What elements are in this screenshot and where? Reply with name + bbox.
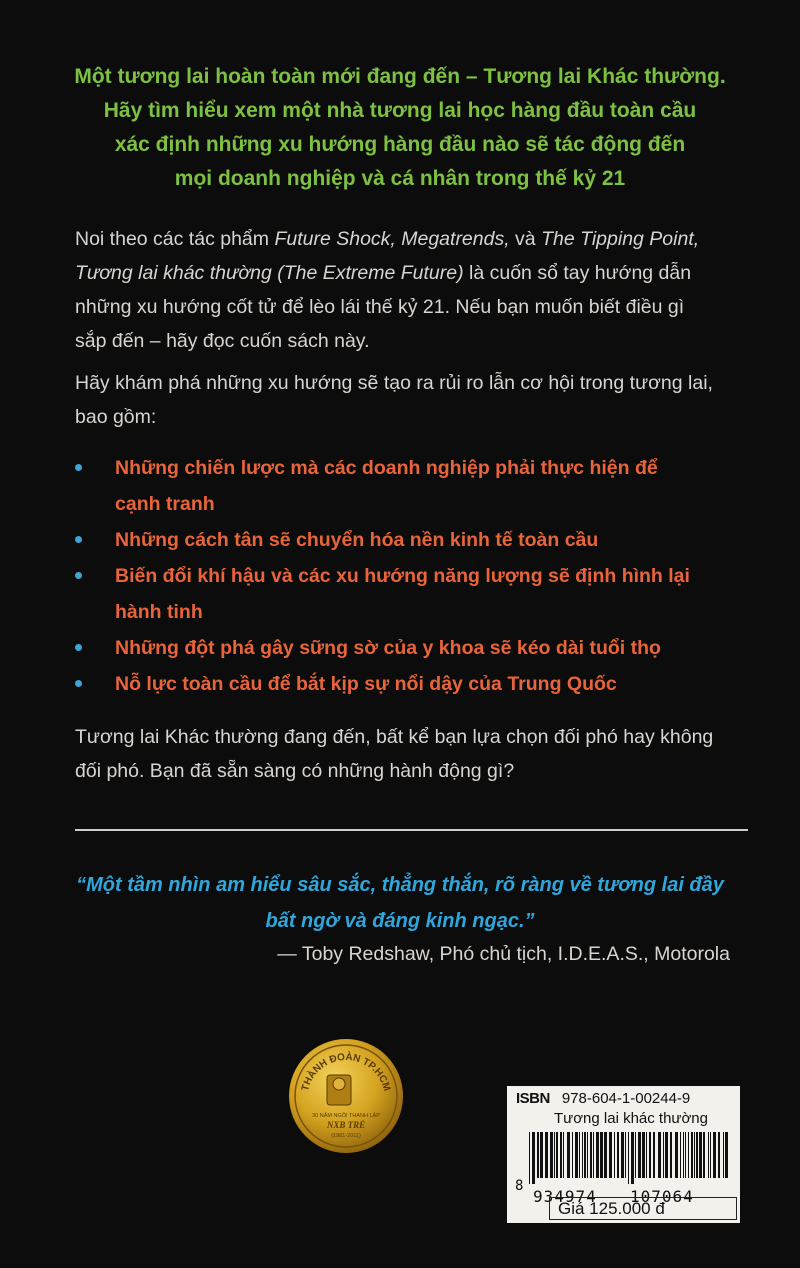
barcode-bar <box>675 1132 678 1178</box>
barcode <box>527 1132 732 1184</box>
barcode-bar <box>532 1132 535 1184</box>
list-item-text: Nỗ lực toàn cầu để bắt kịp sự nổi dậy của Trung Quốc <box>115 673 617 695</box>
headline-line: mọi doanh nghiệp và cá nhân trong thế kỷ 21 <box>174 167 626 190</box>
closing-line: Tương lai Khác thường đang đến, bất kể bạn lựa chọn đối phó hay không <box>75 726 714 748</box>
barcode-bar <box>653 1132 655 1178</box>
intro-line: những xu hướng cốt tử để lèo lái thế kỷ 21. Nếu bạn muốn biết điều gì <box>75 296 685 318</box>
barcode-bar <box>596 1132 599 1178</box>
intro-line: sắp đến – hãy đọc cuốn sách này. <box>75 330 370 352</box>
barcode-bar <box>540 1132 543 1178</box>
barcode-bar <box>567 1132 570 1178</box>
quote-line: “Một tầm nhìn am hiểu sâu sắc, thẳng thắn, rõ ràng về tương lai đầy <box>76 874 724 896</box>
isbn-line <box>516 1090 690 1107</box>
headline <box>60 60 740 196</box>
list-item-text: cạnh tranh <box>115 493 215 515</box>
isbn-barcode-label <box>507 1086 740 1223</box>
seal-inner-text: 30 NĂM NGÔI THANH LẬP <box>312 1113 380 1119</box>
barcode-bar <box>665 1132 668 1178</box>
barcode-bar <box>600 1132 603 1178</box>
closing-line: đối phó. Bạn đã sẵn sàng có những hành động gì? <box>75 760 515 782</box>
headline-line: xác định những xu hướng hàng đầu nào sẽ tác động đến <box>114 133 686 156</box>
barcode-bar <box>725 1132 728 1178</box>
bullet-dot-icon <box>75 644 82 651</box>
barcode-digit-first: 8 <box>515 1178 525 1194</box>
bullet-dot-icon <box>75 572 82 579</box>
list-item <box>75 522 755 558</box>
barcode-bar <box>572 1132 573 1178</box>
barcode-bar <box>696 1132 698 1178</box>
intro-text: là cuốn sổ tay hướng dẫn <box>463 262 692 284</box>
list-item-text: hành tinh <box>115 601 203 623</box>
barcode-bar <box>718 1132 720 1178</box>
barcode-bar <box>614 1132 615 1178</box>
book-title-italic: Future Shock, Megatrends, <box>274 228 510 250</box>
bullet-dot-icon <box>75 464 82 471</box>
testimonial-quote <box>60 867 740 939</box>
barcode-digits-left: 934974 <box>533 1187 597 1206</box>
list-item-text: Biến đổi khí hậu và các xu hướng năng lượng sẽ định hình lại <box>115 565 690 587</box>
closing-paragraph <box>75 720 755 788</box>
barcode-bar <box>694 1132 695 1178</box>
trend-bullet-list <box>75 450 755 702</box>
barcode-bar <box>550 1132 553 1178</box>
barcode-bar <box>628 1132 629 1184</box>
barcode-bar <box>635 1132 636 1178</box>
barcode-bar <box>554 1132 555 1178</box>
barcode-bar <box>587 1132 588 1178</box>
intro-line <box>75 256 755 290</box>
barcode-bar <box>609 1132 612 1178</box>
intro-line <box>75 222 755 256</box>
seal-arc-text: THÀNH ĐOÀN TP.HCM <box>299 1051 393 1093</box>
barcode-bar <box>680 1132 681 1178</box>
quote-attribution: — Toby Redshaw, Phó chủ tịch, I.D.E.A.S., Motorola <box>277 943 730 965</box>
barcode-bar <box>663 1132 664 1178</box>
barcode-bar <box>575 1132 578 1178</box>
isbn-label: ISBN <box>516 1090 550 1107</box>
barcode-bar <box>556 1132 558 1178</box>
headline-line: Hãy tìm hiểu xem một nhà tương lai học hàng đầu toàn cầu <box>103 99 697 122</box>
barcode-bar <box>649 1132 651 1178</box>
barcode-bar <box>604 1132 607 1178</box>
barcode-bar <box>646 1132 647 1178</box>
list-item <box>75 558 755 630</box>
barcode-bar <box>593 1132 594 1178</box>
list-item-text: Những cách tân sẽ chuyển hóa nền kinh tế toàn cầu <box>115 529 599 551</box>
barcode-bar <box>699 1132 702 1178</box>
barcode-bar <box>710 1132 711 1178</box>
barcode-bar <box>625 1132 626 1178</box>
explore-paragraph <box>75 366 755 434</box>
isbn-number: 978-604-1-00244-9 <box>561 1090 691 1107</box>
isbn-book-title: Tương lai khác thường <box>554 1110 708 1127</box>
divider <box>75 829 748 831</box>
intro-text: và <box>509 228 542 250</box>
barcode-bar <box>545 1132 548 1178</box>
list-item-text: Những đột phá gây sững sờ của y khoa sẽ kéo dài tuổi thọ <box>115 637 661 659</box>
barcode-bar <box>642 1132 645 1178</box>
barcode-bar <box>685 1132 686 1178</box>
list-item <box>75 450 755 522</box>
seal-years: (1981-2011) <box>331 1133 361 1139</box>
anniversary-seal-logo <box>287 1037 405 1155</box>
barcode-bar <box>560 1132 562 1178</box>
barcode-bar <box>658 1132 661 1178</box>
seal-brand: NXB TRẺ <box>326 1120 366 1130</box>
barcode-bar <box>631 1132 634 1184</box>
list-item <box>75 630 755 666</box>
barcode-bar <box>579 1132 580 1178</box>
barcode-digits-right: 107064 <box>630 1187 694 1206</box>
price-label: Giá 125.000 đ <box>549 1197 737 1220</box>
barcode-bar <box>670 1132 672 1178</box>
explore-line: Hãy khám phá những xu hướng sẽ tạo ra rủi ro lẫn cơ hội trong tương lai, <box>75 372 713 394</box>
barcode-bar <box>708 1132 709 1178</box>
bullet-dot-icon <box>75 536 82 543</box>
barcode-bar <box>537 1132 539 1178</box>
barcode-bar <box>529 1132 530 1184</box>
barcode-bar <box>617 1132 619 1178</box>
barcode-bar <box>582 1132 583 1178</box>
barcode-bar <box>688 1132 689 1178</box>
bullet-dot-icon <box>75 680 82 687</box>
barcode-bar <box>584 1132 586 1178</box>
barcode-bar <box>683 1132 684 1178</box>
book-title-italic: The Tipping Point, <box>541 228 700 250</box>
barcode-bar <box>713 1132 716 1178</box>
list-item-text: Những chiến lược mà các doanh nghiệp phải thực hiện để <box>115 457 658 479</box>
barcode-bar <box>590 1132 592 1178</box>
headline-line: Một tương lai hoàn toàn mới đang đến – Tương lai Khác thường. <box>74 65 726 88</box>
barcode-bar <box>563 1132 564 1178</box>
intro-paragraph <box>75 222 755 358</box>
barcode-bar <box>621 1132 624 1178</box>
seal-emblem-head <box>333 1078 345 1090</box>
list-item <box>75 666 755 702</box>
quote-line: bất ngờ và đáng kinh ngạc.” <box>265 910 535 932</box>
book-title-italic: Tương lai khác thường (The Extreme Future) <box>75 262 464 284</box>
barcode-bar <box>638 1132 641 1178</box>
intro-text: Noi theo các tác phẩm <box>75 228 275 250</box>
barcode-bar <box>723 1132 724 1178</box>
barcode-bar <box>691 1132 693 1178</box>
explore-line: bao gồm: <box>75 406 157 428</box>
barcode-bar <box>703 1132 705 1178</box>
